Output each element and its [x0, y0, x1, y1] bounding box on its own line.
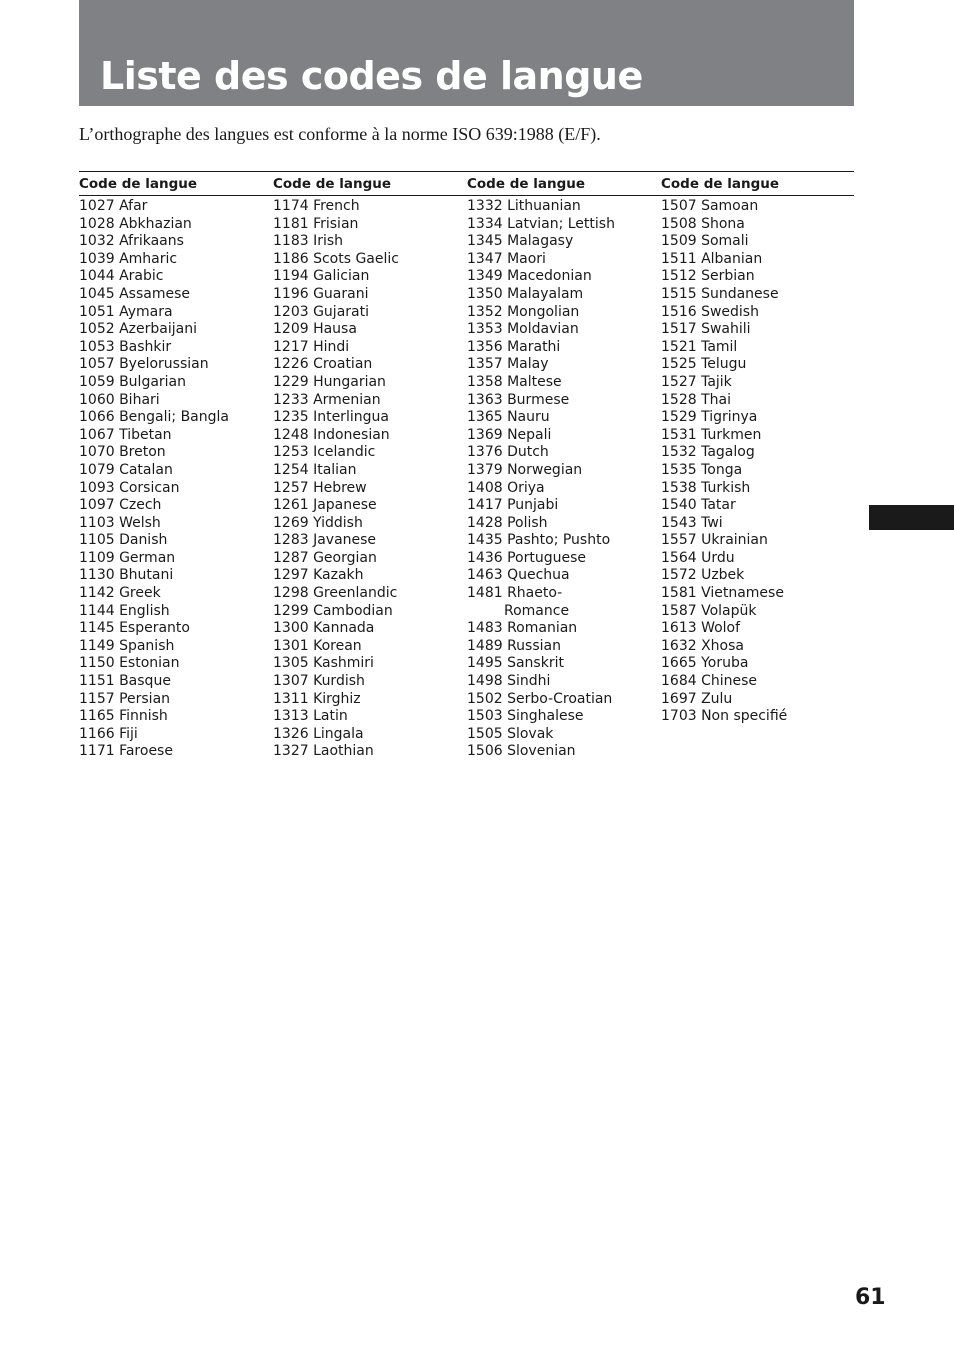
language-entry: 1498 Sindhi: [467, 673, 551, 690]
language-entry: 1145 Esperanto: [79, 620, 190, 637]
language-entry: 1297 Kazakh: [273, 567, 364, 584]
language-entry: 1299 Cambodian: [273, 602, 393, 619]
language-entry: 1408 Oriya: [467, 479, 545, 496]
language-entry: 1311 Kirghiz: [273, 690, 361, 707]
language-entry: 1529 Tigrinya: [661, 409, 758, 426]
language-entry: 1027 Afar: [79, 198, 148, 214]
language-entry: 1229 Hungarian: [273, 373, 386, 390]
section-tab-marker: [869, 505, 954, 530]
language-entry: 1495 Sanskrit: [467, 655, 564, 672]
language-column-3: [467, 173, 657, 761]
language-entry: 1417 Punjabi: [467, 497, 559, 514]
title-banner: [79, 0, 854, 106]
language-entry: 1151 Basque: [79, 673, 171, 690]
language-entry: 1521 Tamil: [661, 338, 738, 355]
language-entry: 1506 Slovenian: [467, 743, 576, 760]
language-entry: 1509 Somali: [661, 233, 749, 250]
language-entry: 1283 Javanese: [273, 532, 377, 549]
language-entry: 1226 Croatian: [273, 356, 373, 373]
language-entry: 1059 Bulgarian: [79, 373, 187, 390]
language-entry: 1538 Turkish: [661, 479, 751, 496]
language-entry: 1067 Tibetan: [79, 426, 172, 443]
language-entry: 1254 Italian: [273, 461, 357, 478]
language-entry: 1483 Romanian: [467, 620, 578, 637]
language-entry: 1103 Welsh: [79, 514, 161, 531]
language-entry: 1350 Malayalam: [467, 285, 584, 302]
language-entry: 1196 Guarani: [273, 285, 369, 302]
language-entry: 1365 Nauru: [467, 409, 550, 426]
language-entry: 1070 Breton: [79, 444, 166, 461]
language-entry: 1149 Spanish: [79, 637, 175, 654]
language-entry: 1502 Serbo-Croatian: [467, 690, 613, 707]
language-entry: 1379 Norwegian: [467, 461, 583, 478]
language-entry: 1028 Abkhazian: [79, 215, 192, 232]
language-entry: 1347 Maori: [467, 250, 546, 267]
language-entry: 1269 Yiddish: [273, 514, 363, 531]
language-entry: 1166 Fiji: [79, 725, 138, 742]
language-column-2: [273, 173, 463, 761]
language-entry: 1512 Serbian: [661, 268, 755, 285]
language-entry: 1517 Swahili: [661, 321, 751, 338]
language-entry: 1528 Thai: [661, 391, 731, 408]
language-entry: 1572 Uzbek: [661, 567, 745, 584]
language-column-4: [661, 173, 851, 726]
language-entry: 1045 Assamese: [79, 285, 190, 302]
language-entry: 1557 Ukrainian: [661, 532, 768, 549]
language-entry: 1313 Latin: [273, 708, 348, 725]
column-header: Code de langue: [79, 176, 197, 192]
language-entry: 1363 Burmese: [467, 391, 570, 408]
language-entry: 1356 Marathi: [467, 338, 561, 355]
language-entry: 1305 Kashmiri: [273, 655, 374, 672]
language-entry: 1516 Swedish: [661, 303, 759, 320]
table-top-rule: [79, 171, 854, 172]
language-entry: 1066 Bengali; Bangla: [79, 409, 229, 426]
language-entry: 1287 Georgian: [273, 549, 377, 566]
language-entry: 1253 Icelandic: [273, 444, 376, 461]
language-entry: 1531 Turkmen: [661, 426, 762, 443]
language-entry: 1345 Malagasy: [467, 233, 574, 250]
language-entry: 1352 Mongolian: [467, 303, 580, 320]
language-entry: 1515 Sundanese: [661, 285, 779, 302]
language-entry: 1032 Afrikaans: [79, 233, 184, 250]
language-entry: 1183 Irish: [273, 233, 344, 250]
language-entry: 1209 Hausa: [273, 321, 357, 338]
language-entry: 1194 Galician: [273, 268, 370, 285]
language-entry: 1307 Kurdish: [273, 673, 365, 690]
language-entry: 1505 Slovak: [467, 725, 554, 742]
language-entry: 1301 Korean: [273, 637, 362, 654]
language-entry: 1632 Xhosa: [661, 637, 744, 654]
column-header: Code de langue: [661, 176, 779, 192]
language-entry: 1481 Rhaeto-: [467, 585, 563, 602]
language-list: [273, 198, 463, 761]
language-entry: 1353 Moldavian: [467, 321, 579, 338]
intro-text: L’orthographe des langues est conforme à la norme ISO 639:1988 (E/F).: [79, 124, 601, 144]
language-entry: 1057 Byelorussian: [79, 356, 209, 373]
language-entry: 1332 Lithuanian: [467, 198, 581, 214]
page-title: Liste des codes de langue: [100, 54, 643, 98]
language-entry: 1257 Hebrew: [273, 479, 367, 496]
language-entry: 1376 Dutch: [467, 444, 549, 461]
language-entry: 1105 Danish: [79, 532, 168, 549]
language-entry: 1665 Yoruba: [661, 655, 749, 672]
language-entry: 1203 Gujarati: [273, 303, 369, 320]
language-entry: 1051 Aymara: [79, 303, 173, 320]
language-entry: 1097 Czech: [79, 497, 162, 514]
language-entry: 1171 Faroese: [79, 743, 173, 760]
language-entry: 1463 Quechua: [467, 567, 570, 584]
language-entry: 1369 Nepali: [467, 426, 552, 443]
column-header: Code de langue: [273, 176, 391, 192]
language-entry: 1248 Indonesian: [273, 426, 390, 443]
language-entry: 1525 Telugu: [661, 356, 747, 373]
language-entry: 1613 Wolof: [661, 620, 741, 637]
language-entry: 1334 Latvian; Lettish: [467, 215, 615, 232]
language-entry: 1053 Bashkir: [79, 338, 172, 355]
language-entry: 1697 Zulu: [661, 690, 733, 707]
language-entry: 1109 German: [79, 549, 176, 566]
language-entry: 1130 Bhutani: [79, 567, 174, 584]
language-entry: 1587 Volapük: [661, 602, 757, 619]
column-header: Code de langue: [467, 176, 585, 192]
language-entry: 1300 Kannada: [273, 620, 375, 637]
language-entry: 1235 Interlingua: [273, 409, 389, 426]
language-entry: 1150 Estonian: [79, 655, 180, 672]
language-entry: 1261 Japanese: [273, 497, 377, 514]
language-entry: 1543 Twi: [661, 514, 723, 531]
language-entry: 1060 Bihari: [79, 391, 160, 408]
page-number: 61: [855, 1285, 886, 1310]
language-entry: 1181 Frisian: [273, 215, 359, 232]
language-entry: 1436 Portuguese: [467, 549, 586, 566]
language-entry: 1489 Russian: [467, 637, 561, 654]
language-entry: 1327 Laothian: [273, 743, 374, 760]
language-entry: 1508 Shona: [661, 215, 745, 232]
language-column-1: [79, 173, 269, 761]
language-entry: Romance: [504, 602, 570, 619]
language-entry: 1326 Lingala: [273, 725, 364, 742]
language-entry: 1535 Tonga: [661, 461, 743, 478]
language-entry: 1527 Tajik: [661, 373, 732, 390]
language-entry: 1540 Tatar: [661, 497, 736, 514]
language-entry: 1186 Scots Gaelic: [273, 250, 399, 267]
language-entry: 1428 Polish: [467, 514, 548, 531]
language-entry: 1684 Chinese: [661, 673, 758, 690]
language-entry: 1298 Greenlandic: [273, 585, 398, 602]
language-entry: 1357 Malay: [467, 356, 549, 373]
language-entry: 1532 Tagalog: [661, 444, 755, 461]
language-entry: 1703 Non specifié: [661, 708, 788, 725]
language-entry: 1233 Armenian: [273, 391, 381, 408]
language-entry: 1165 Finnish: [79, 708, 168, 725]
language-entry: 1079 Catalan: [79, 461, 173, 478]
language-entry: 1039 Amharic: [79, 250, 178, 267]
language-list: [661, 198, 851, 726]
language-entry: 1511 Albanian: [661, 250, 763, 267]
language-entry: 1093 Corsican: [79, 479, 180, 496]
language-entry: 1507 Samoan: [661, 198, 759, 214]
language-entry: 1144 English: [79, 602, 170, 619]
language-entry: 1349 Macedonian: [467, 268, 592, 285]
language-entry: 1217 Hindi: [273, 338, 350, 355]
language-entry: 1044 Arabic: [79, 268, 164, 285]
language-entry: 1564 Urdu: [661, 549, 735, 566]
language-entry: 1435 Pashto; Pushto: [467, 532, 611, 549]
language-list: [467, 198, 657, 761]
language-entry: 1503 Singhalese: [467, 708, 584, 725]
language-entry: 1157 Persian: [79, 690, 171, 707]
language-entry: 1142 Greek: [79, 585, 161, 602]
language-entry: 1174 French: [273, 198, 360, 214]
language-entry: 1358 Maltese: [467, 373, 562, 390]
language-entry: 1052 Azerbaijani: [79, 321, 197, 338]
language-entry: 1581 Vietnamese: [661, 585, 784, 602]
language-list: [79, 198, 269, 761]
